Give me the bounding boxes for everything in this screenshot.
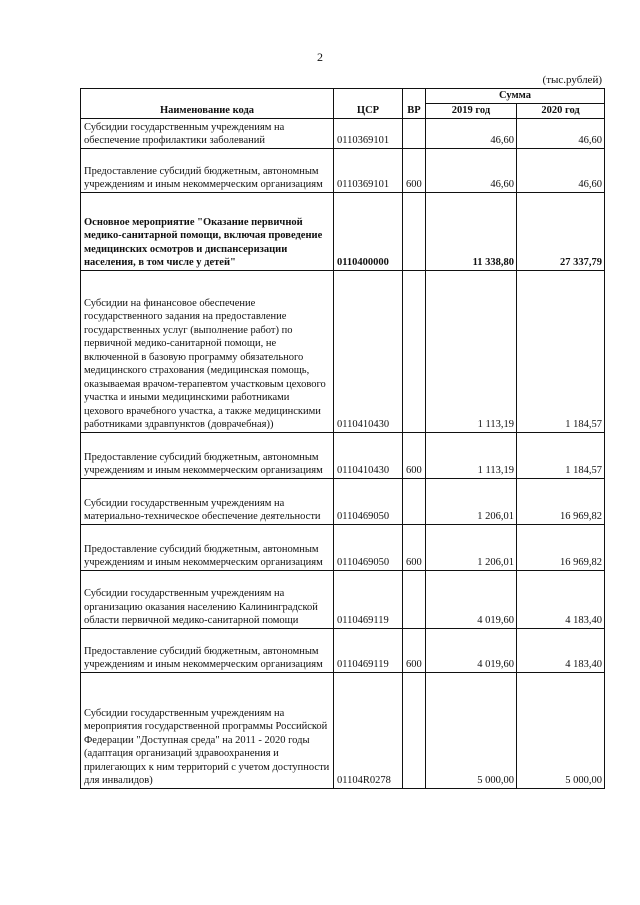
row-vr — [403, 478, 426, 524]
table-row — [81, 628, 605, 672]
row-2020: 1 184,57 — [517, 270, 605, 432]
header-vr: ВР — [403, 89, 426, 119]
row-2020: 46,60 — [517, 118, 605, 148]
row-2019: 1 113,19 — [426, 432, 517, 478]
row-vr — [403, 672, 426, 788]
header-csr: ЦСР — [334, 89, 403, 119]
row-csr: 0110410430 — [334, 270, 403, 432]
row-vr — [403, 570, 426, 628]
header-year-2020: 2020 год — [517, 103, 605, 118]
row-name: Субсидии государственным учреждениям на организацию оказания населению Калининградской области первичной медико-санитарной помощи — [81, 570, 334, 628]
row-name: Субсидии государственным учреждениям на мероприятия государственной программы Российской Федерации "Доступная среда" на 2011 - 2020 годы (адаптация организаций здравоохранения и прилегающих к ним территорий с учетом доступности для инвалидов) — [81, 672, 334, 788]
row-vr — [403, 270, 426, 432]
row-2020: 16 969,82 — [517, 524, 605, 570]
row-name: Основное мероприятие "Оказание первичной медико-санитарной помощи, включая проведение медицинских осмотров и диспансеризации населения, в том числе у детей" — [81, 192, 334, 270]
table-row — [81, 478, 605, 524]
table-row — [81, 524, 605, 570]
row-2019: 4 019,60 — [426, 570, 517, 628]
row-2020: 46,60 — [517, 148, 605, 192]
row-vr — [403, 192, 426, 270]
row-2019: 5 000,00 — [426, 672, 517, 788]
row-2020: 1 184,57 — [517, 432, 605, 478]
table-row — [81, 148, 605, 192]
row-vr — [403, 118, 426, 148]
row-csr: 0110369101 — [334, 148, 403, 192]
table-row — [81, 118, 605, 148]
row-name: Предоставление субсидий бюджетным, автономным учреждениям и иным некоммерческим организациям — [81, 432, 334, 478]
table-row — [81, 432, 605, 478]
header-name: Наименование кода — [81, 89, 334, 119]
row-vr: 600 — [403, 524, 426, 570]
row-name: Субсидии государственным учреждениям на обеспечение профилактики заболеваний — [81, 118, 334, 148]
row-csr: 0110469050 — [334, 478, 403, 524]
row-2019: 4 019,60 — [426, 628, 517, 672]
table-row — [81, 570, 605, 628]
table-row — [81, 672, 605, 788]
table-row — [81, 270, 605, 432]
row-csr: 0110469119 — [334, 628, 403, 672]
budget-table — [80, 88, 605, 789]
row-2019: 1 206,01 — [426, 524, 517, 570]
row-csr: 0110400000 — [334, 192, 403, 270]
row-csr: 0110469050 — [334, 524, 403, 570]
row-2020: 27 337,79 — [517, 192, 605, 270]
row-2019: 11 338,80 — [426, 192, 517, 270]
row-csr: 01104R0278 — [334, 672, 403, 788]
row-2019: 46,60 — [426, 148, 517, 192]
row-2020: 4 183,40 — [517, 628, 605, 672]
row-2019: 1 206,01 — [426, 478, 517, 524]
header-sum: Сумма — [426, 89, 605, 104]
table-row — [81, 192, 605, 270]
row-name: Предоставление субсидий бюджетным, автономным учреждениям и иным некоммерческим организациям — [81, 524, 334, 570]
row-csr: 0110410430 — [334, 432, 403, 478]
row-csr: 0110369101 — [334, 118, 403, 148]
row-csr: 0110469119 — [334, 570, 403, 628]
units-label: (тыс.рублей) — [542, 74, 602, 86]
row-2019: 46,60 — [426, 118, 517, 148]
row-name: Субсидии на финансовое обеспечение государственного задания на предоставление государственных услуг (выполнение работ) по первичной медико-санитарной помощи, не включенной в базовую программу обязательного медицинского страхования (медицинская помощь, оказываемая врачом-терапевтом участковым цехового участка и иными медицинскими работниками цехового врачебного участка, а также медицинскими работниками здравпунктов (доврачебная)) — [81, 270, 334, 432]
row-name: Предоставление субсидий бюджетным, автономным учреждениям и иным некоммерческим организациям — [81, 148, 334, 192]
row-2020: 4 183,40 — [517, 570, 605, 628]
header-year-2019: 2019 год — [426, 103, 517, 118]
row-name: Предоставление субсидий бюджетным, автономным учреждениям и иным некоммерческим организациям — [81, 628, 334, 672]
row-name: Субсидии государственным учреждениям на материально-техническое обеспечение деятельности — [81, 478, 334, 524]
row-vr: 600 — [403, 432, 426, 478]
row-2019: 1 113,19 — [426, 270, 517, 432]
row-2020: 5 000,00 — [517, 672, 605, 788]
page-number: 2 — [317, 50, 323, 64]
row-2020: 16 969,82 — [517, 478, 605, 524]
row-vr: 600 — [403, 628, 426, 672]
row-vr: 600 — [403, 148, 426, 192]
